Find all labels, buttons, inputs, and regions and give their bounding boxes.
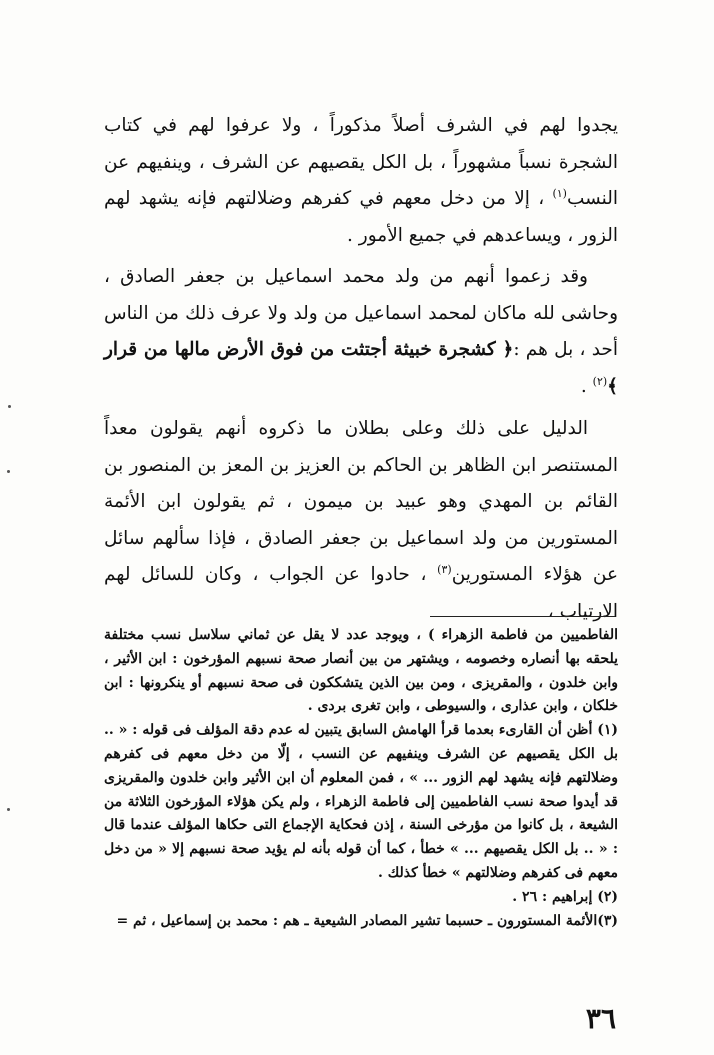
footnote-separator: [430, 616, 615, 617]
footnote-ref-3[interactable]: (٣): [437, 562, 452, 576]
paragraph-2-text: وقد زعموا أنهم من ولد محمد اسماعيل بن جعفر الصادق ، وحاشى لله ماكان لمحمد اسماعيل من ولد ولا عرف ذلك من الناس أحد ، بل هم :: [104, 266, 618, 360]
paragraph-2-end: .: [580, 375, 593, 397]
paragraph-1-end: ، إلا من دخل معهم في كفرهم وضلالتهم فإنه يشهد لهم الزور ، ويساعدهم في جميع الأمور .: [104, 188, 618, 246]
margin-speck: [8, 405, 11, 408]
margin-speck: [7, 808, 10, 811]
paragraph-3-text: الدليل على ذلك وعلى بطلان ما ذكروه أنهم يقولون معداً المستنصر ابن الظاهر بن الحاكم بن العزيز بن المعز بن المنصور بن القائم بن المهدي وهو عبيد بن ميمون ، ثم يقولون ابن الأئمة المستورين من ولد اسماعيل بن جعفر الصادق ، فإذا سألهم سائل عن هؤلاء المستورين: [104, 418, 618, 585]
paragraph-1-text: يجدوا لهم في الشرف أصلاً مذكوراً ، ولا عرفوا لهم في كتاب الشجرة نسباً مشهوراً ، بل الكل يقصيهم عن الشرف ، وينفيهم عن النسب: [104, 115, 618, 209]
paragraph-3-end: ، حادوا عن الجواب ، وكان للسائل لهم الارتياب ،: [104, 564, 618, 622]
footnote-2: (٢) إبراهيم : ٢٦ .: [512, 888, 618, 905]
main-text: [104, 108, 618, 630]
page-number: ٣٦: [585, 1002, 616, 1035]
footnote-1: (١) أظن أن القارىء بعدما قرأ الهامش السابق يتبين له عدم دقة المؤلف فى قوله : « .. بل الكل يقصيهم عن الشرف وينفيهم عن النسب ، إلّا من دخل معهم فى كفرهم وضلالتهم فإنه يشهد لهم الزور ... » ، فمن المعلوم أن ابن الأثير وابن خلدون والمقريزى قد أيدوا صحة نسب الفاطميين إلى فاطمة الزهراء ، ولم يكن هؤلاء المؤرخون الثلاثة من الشيعة ، بل كانوا من مؤرخى السنة ، إذن فحكاية الإجماع التى حكاها المؤلف عندما قال : « .. بل الكل يقصيهم ... » خطأ ، كما أن قوله بأنه لم يؤيد صحة نسبهم إلا « من دخل معهم فى كفرهم وضلالتهم » خطأ كذلك .: [104, 722, 618, 881]
paragraph-1: [104, 108, 618, 254]
paragraph-2: [104, 259, 618, 405]
margin-speck: [7, 470, 10, 473]
footnote-3: (٣)الأئمة المستورون ـ حسبما تشير المصادر الشيعية ـ هم : محمد بن إسماعيل ، ثم =: [116, 912, 618, 929]
footnotes: [104, 624, 618, 933]
footnote-ref-2[interactable]: (٢): [592, 374, 608, 388]
paragraph-3: [104, 411, 618, 630]
quran-verse: ﴿ كشجرة خبيثة أجتثت من فوق الأرض مالها من قرار ﴾: [104, 339, 618, 397]
footnote-continuation: الفاطميين من فاطمة الزهراء ) ، ويوجد عدد لا يقل عن ثماني سلاسل نسب مختلفة يلحقه بها أنصاره وخصومه ، ويشتهر من بين أنصار صحة نسبهم المؤرخون : ابن الأثير ، وابن خلدون ، والمقريزى ، ومن بين الذين يتشككون فى صحة نسبهم أو ينكرونها : ابن خلكان ، وابن عذارى ، والسيوطى ، وابن تغرى بردى .: [104, 627, 618, 715]
footnote-ref-1[interactable]: (١): [552, 186, 567, 200]
